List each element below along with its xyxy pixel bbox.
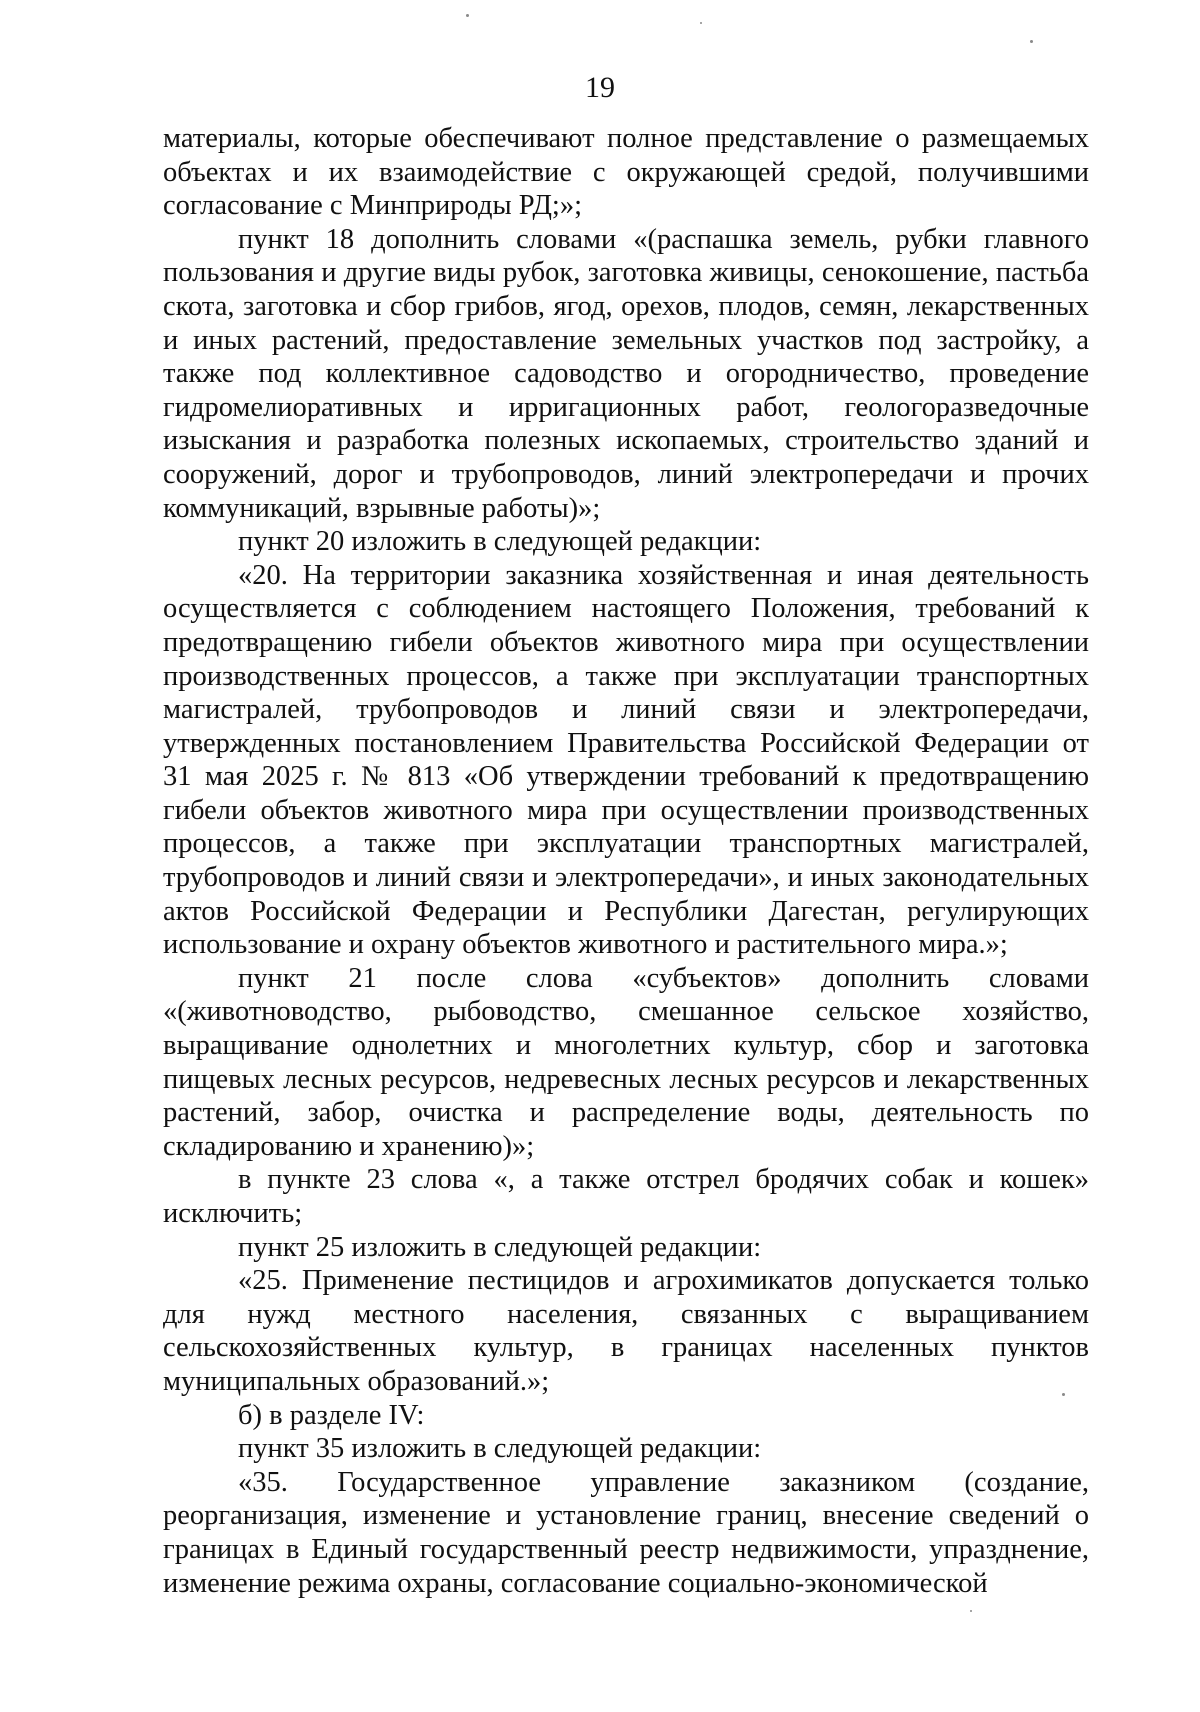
scan-speck xyxy=(1030,40,1033,43)
scan-speck xyxy=(700,22,702,24)
paragraph-item-18: пункт 18 дополнить словами «(распашка земель, рубки главного пользования и другие виды рубок, заготовка живицы, сенокошение, пастьба скота, заготовка и сбор грибов, ягод, орехов, плодов, семян, лекарственных и иных растений, предоставление земельных участков под застройку, а также под коллективное садоводство и огородничество, проведение гидромелиоративных и ирригационных работ, геологоразведочные изыскания и разработка полезных ископаемых, строительство зданий и сооружений, дорог и трубопроводов, линий электропередачи и прочих коммуникаций, взрывные работы)»; xyxy=(163,223,1089,524)
scan-speck xyxy=(466,14,469,17)
page-number: 19 xyxy=(585,71,615,104)
scan-speck xyxy=(970,1610,972,1612)
paragraph-item-21: пункт 21 после слова «субъектов» дополнить словами «(животноводство, рыбоводство, смешанное сельское хозяйство, выращивание однолетних и многолетних культур, сбор и заготовка пищевых лесных ресурсов, недревесных лесных ресурсов и лекарственных растений, забор, очистка и распределение воды, деятельность по складированию и хранению)»; xyxy=(163,962,1089,1162)
paragraph-item-35-intro: пункт 35 изложить в следующей редакции: xyxy=(238,1433,762,1465)
paragraph-item-25-intro: пункт 25 изложить в следующей редакции: xyxy=(238,1231,762,1263)
paragraph-item-35-text: «35. Государственное управление заказником (создание, реорганизация, изменение и установление границ, внесение сведений о границах в Единый государственный реестр недвижимости, упразднение, изменение режима охраны, согласование социально-экономической xyxy=(163,1466,1089,1599)
paragraph-item-20-intro: пункт 20 изложить в следующей редакции: xyxy=(238,526,762,558)
paragraph-item-23: в пункте 23 слова «, а также отстрел бродячих собак и кошек» исключить; xyxy=(163,1164,1089,1229)
paragraph-section-iv: б) в разделе IV: xyxy=(238,1399,425,1431)
paragraph-item-20-text: «20. На территории заказника хозяйственная и иная деятельность осуществляется с соблюдением настоящего Положения, требований к предотвращению гибели объектов животного мира при осуществлении производственных процессов, а также при эксплуатации транспортных магистралей, трубопроводов и линий связи и электропередачи, утвержденных постановлением Правительства Российской Федерации от 31 мая 2025 г. № 813 «Об утверждении требований к предотвращению гибели объектов животного мира при осуществлении производственных процессов, а также при эксплуатации транспортных магистралей, трубопроводов и линий связи и электропередачи», и иных законодательных актов Российской Федерации и Республики Дагестан, регулирующих использование и охрану объектов животного и растительного мира.»; xyxy=(163,559,1089,961)
paragraph-materials: материалы, которые обеспечивают полное представление о размещаемых объектах и их взаимодействие с окружающей средой, получившими согласование с Минприроды РД;»; xyxy=(163,123,1089,222)
paragraph-item-25-text: «25. Применение пестицидов и агрохимикатов допускается только для нужд местного населения, связанных с выращиванием сельскохозяйственных культур, в границах населенных пунктов муниципальных образований.»; xyxy=(163,1265,1089,1397)
document-body xyxy=(163,122,1089,1600)
